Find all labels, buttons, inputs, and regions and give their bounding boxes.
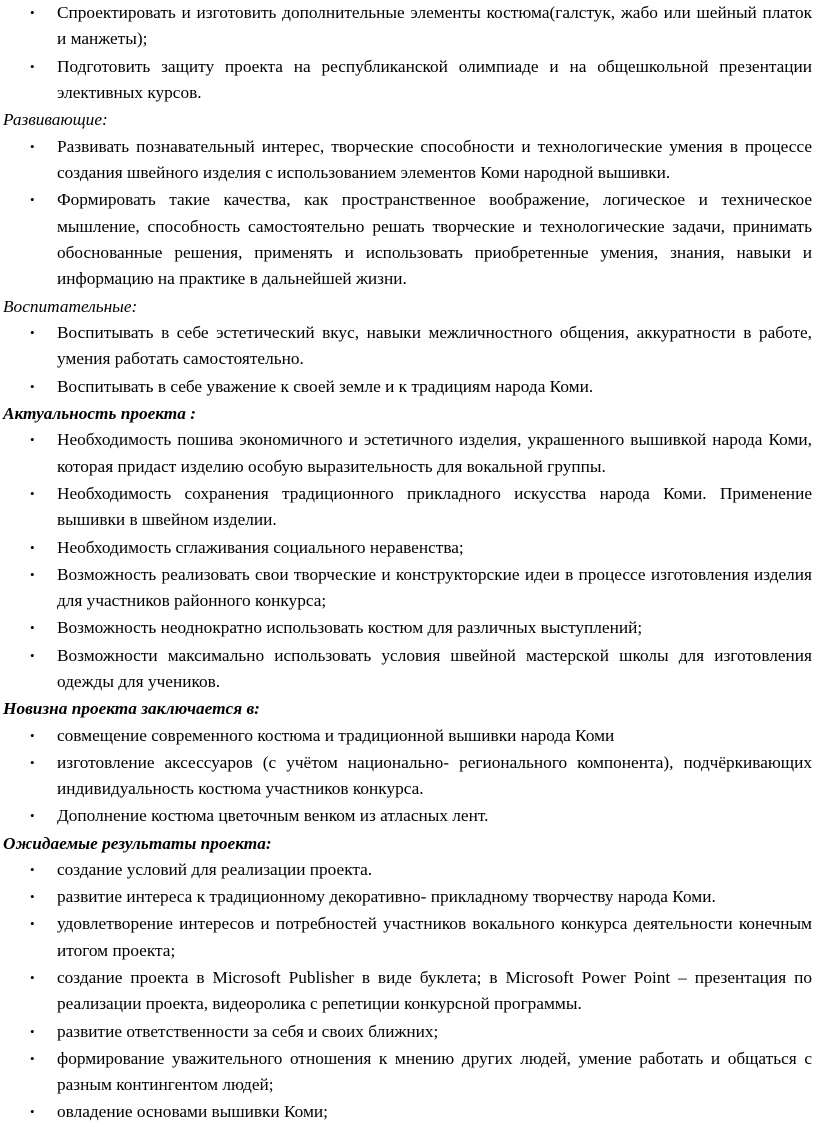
heading-novelty: Новизна проекта заключается в: — [3, 699, 260, 719]
list-item-text: Подготовить защиту проекта на республиканской олимпиаде и на общешкольной презентации элективных курсов. — [57, 56, 812, 103]
list-item — [3, 535, 812, 561]
bullet-icon: • — [30, 754, 35, 770]
list-item-text: создание условий для реализации проекта. — [57, 859, 373, 879]
bullet-list-novelty — [3, 723, 812, 830]
bullet-icon: • — [30, 5, 35, 20]
bullet-list-educational — [3, 320, 812, 400]
bullet-list-relevance — [3, 427, 812, 695]
list-item — [3, 481, 812, 534]
list-item — [3, 1019, 812, 1045]
list-item — [3, 857, 812, 883]
list-item-text: развитие интереса к традиционному декоративно- прикладному творчеству народа Коми. — [57, 887, 716, 907]
list-item-text: формирование уважительного отношения к мнению других людей, умение работать и общаться с разным контингентом людей; — [57, 1048, 812, 1095]
bullet-icon: • — [30, 861, 35, 877]
list-item-text: овладение основами вышивки Коми; — [57, 1102, 328, 1122]
list-item — [3, 54, 812, 107]
list-item — [3, 750, 812, 803]
bullet-icon: • — [30, 485, 35, 501]
bullet-list-developing — [3, 134, 812, 293]
list-item — [3, 723, 812, 749]
heading-developing: Развивающие: — [3, 110, 108, 130]
bullet-icon: • — [30, 808, 35, 824]
list-item — [3, 562, 812, 615]
list-item — [3, 1099, 812, 1125]
bullet-icon: • — [30, 727, 35, 743]
list-item-text: Развивать познавательный интерес, творческие способности и технологические умения в процессе создания швейного изделия с использованием элементов Коми народной вышивки. — [57, 136, 812, 183]
bullet-icon: • — [30, 916, 35, 932]
list-item-text: Воспитывать в себе уважение к своей земле и к традициям народа Коми. — [57, 376, 594, 396]
heading-educational: Воспитательные: — [3, 296, 138, 316]
bullet-list-top — [3, 0, 812, 106]
list-item — [3, 374, 812, 400]
list-item-text: Необходимость пошива экономичного и эстетичного изделия, украшенного вышивкой народа Коми, которая придаст изделию особую выразительность для вокальной группы. — [57, 430, 812, 476]
heading-relevance: Актуальность проекта : — [3, 403, 196, 423]
list-item-text: Необходимость сглаживания социального неравенства; — [57, 537, 464, 557]
bullet-icon: • — [30, 620, 35, 636]
bullet-icon: • — [30, 432, 35, 448]
bullet-icon: • — [30, 1023, 35, 1039]
list-item-text: изготовление аксессуаров (с учётом национально- регионального компонента), подчёркивающих индивидуальность костюма участников конкурса. — [57, 752, 812, 799]
list-item — [3, 803, 812, 829]
list-item — [3, 965, 812, 1018]
bullet-icon: • — [30, 58, 35, 74]
bullet-icon: • — [30, 378, 35, 394]
bullet-icon: • — [30, 889, 35, 905]
list-item-text: Возможность неоднократно использовать костюм для различных выступлений; — [57, 618, 643, 638]
bullet-icon: • — [30, 539, 35, 555]
list-item — [3, 911, 812, 964]
bullet-icon: • — [30, 1050, 35, 1066]
list-item-text: совмещение современного костюма и традиционной вышивки народа Коми — [57, 725, 615, 745]
list-item-text: Формировать такие качества, как пространственное воображение, логическое и техническое мышление, способность самостоятельно решать творческие и технологические задачи, принимать обоснованные решения, применять и использовать приобретенные умения, знания, навыки и информацию на практике в дальнейшей жизни. — [57, 190, 812, 289]
list-item — [3, 320, 812, 373]
list-item — [3, 0, 812, 53]
list-item — [3, 1046, 812, 1099]
list-item-text: Дополнение костюма цветочным венком из атласных лент. — [57, 806, 489, 826]
list-item-text: Возможность реализовать свои творческие и конструкторские идеи в процессе изготовления изделия для участников районного конкурса; — [57, 564, 812, 611]
list-item-text: Необходимость сохранения традиционного прикладного искусства народа Коми. Применение вышивки в швейном изделии. — [57, 483, 812, 530]
bullet-icon: • — [30, 325, 35, 341]
bullet-icon: • — [30, 647, 35, 663]
bullet-icon: • — [30, 566, 35, 582]
list-item-text: удовлетворение интересов и потребностей участников вокального конкурса деятельности конечным итогом проекта; — [57, 914, 812, 960]
list-item — [3, 187, 812, 293]
bullet-icon: • — [30, 138, 35, 154]
heading-results: Ожидаемые результаты проекта: — [3, 833, 272, 853]
list-item-text: Воспитывать в себе эстетический вкус, навыки межличностного общения, аккуратности в работе, умения работать самостоятельно. — [57, 323, 812, 369]
bullet-icon: • — [30, 1104, 35, 1120]
list-item-text: создание проекта в Microsoft Publisher в виде буклета; в Microsoft Power Point – презентация по реализации проекта, видеоролика с репетиции конкурсной программы. — [57, 967, 812, 1014]
bullet-icon: • — [30, 969, 35, 985]
bullet-icon: • — [30, 192, 35, 208]
list-item — [3, 134, 812, 187]
list-item-text: развитие ответственности за себя и своих ближних; — [57, 1021, 439, 1041]
list-item — [3, 884, 812, 910]
bullet-list-results — [3, 857, 812, 1126]
list-item-text: Спроектировать и изготовить дополнительные элементы костюма(галстук, жабо или шейный платок и манжеты); — [57, 3, 812, 49]
list-item — [3, 643, 812, 696]
list-item-text: Возможности максимально использовать условия швейной мастерской школы для изготовления одежды для учеников. — [57, 645, 812, 691]
list-item — [3, 615, 812, 641]
list-item — [3, 427, 812, 480]
